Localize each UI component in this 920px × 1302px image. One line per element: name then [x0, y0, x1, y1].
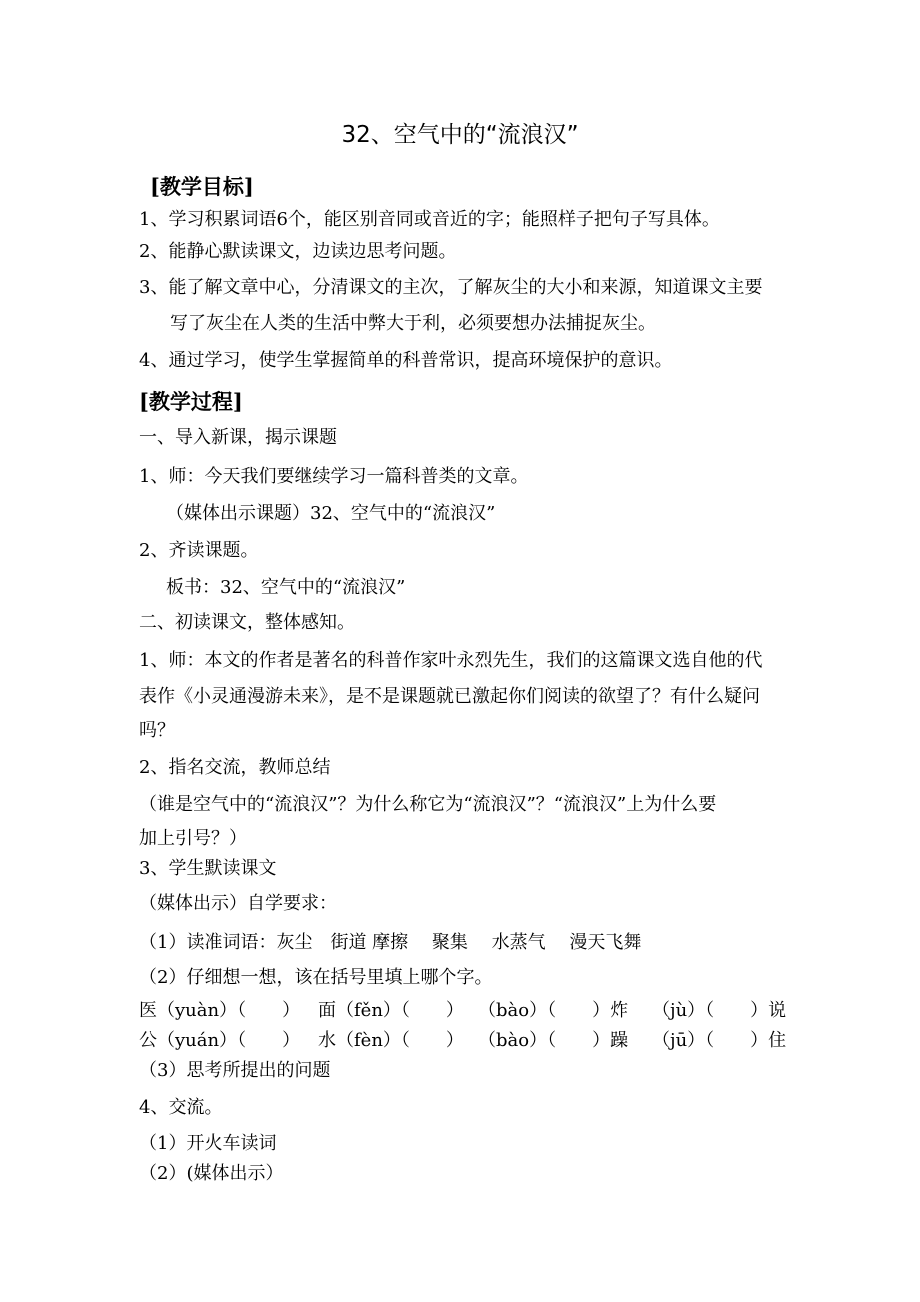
page-title: 32、空气中的“流浪汉” [341, 122, 579, 148]
process-line: 2、指名交流，教师总结 [139, 757, 331, 778]
process-line: 表作《小灵通漫游未来》，是不是课题就已激起你们阅读的欲望了？有什么疑问 [139, 686, 760, 707]
process-line: 1、师：今天我们要继续学习一篇科普类的文章。 [139, 466, 529, 487]
process-line: 2、齐读课题。 [139, 540, 259, 561]
objective-item-continued: 写了灰尘在人类的生活中弊大于利，必须要想办法捕捉灰尘。 [170, 313, 656, 334]
objectives-heading: [教学目标] [150, 174, 254, 199]
process-line: （谁是空气中的“流浪汉”？为什么称它为“流浪汉”？“流浪汉”上为什么要 [139, 794, 717, 815]
process-line: 加上引号？） [139, 828, 247, 849]
exercise-cell: （jū）（ ）住 [652, 1030, 787, 1051]
objective-item: 4、通过学习，使学生掌握简单的科普常识，提高环境保护的意识。 [139, 350, 673, 371]
vocab-list: （1）读准词语：灰尘 街道 摩擦 聚集 水蒸气 漫天飞舞 [139, 932, 642, 953]
objective-item: 3、能了解文章中心，分清课文的主次，了解灰尘的大小和来源，知道课文主要 [139, 277, 763, 298]
process-line: （1）开火车读词 [139, 1133, 277, 1154]
process-line: （媒体出示）自学要求： [139, 893, 337, 914]
process-line: 3、学生默读课文 [139, 858, 277, 879]
exercise-cell: 医（yuàn）（ ） [139, 1000, 301, 1021]
exercise-cell: （bào）（ ）躁 [478, 1030, 629, 1051]
section-heading: 一、导入新课，揭示课题 [139, 427, 337, 448]
process-line: 1、师：本文的作者是著名的科普作家叶永烈先生，我们的这篇课文选自他的代 [139, 650, 763, 671]
process-line: （3）思考所提出的问题 [139, 1060, 331, 1081]
process-heading: [教学过程] [139, 389, 243, 414]
process-line: （媒体出示课题）32、空气中的“流浪汉” [166, 503, 496, 524]
process-line: 吗？ [139, 720, 175, 741]
objective-item: 2、能静心默读课文，边读边思考问题。 [139, 241, 457, 262]
process-line: 4、交流。 [139, 1097, 223, 1118]
exercise-cell: （bào）（ ）炸 [478, 1000, 629, 1021]
section-heading: 二、初读课文，整体感知。 [139, 612, 355, 633]
board-writing: 板书：32、空气中的“流浪汉” [166, 577, 406, 598]
objective-item: 1、学习积累词语6个，能区别音同或音近的字；能照样子把句子写具体。 [139, 209, 720, 230]
exercise-cell: 面（fěn）（ ） [318, 1000, 464, 1021]
process-line: （2）仔细想一想，该在括号里填上哪个字。 [139, 967, 493, 988]
process-line: （2）(媒体出示） [139, 1163, 284, 1184]
exercise-cell: （jù）（ ）说 [652, 1000, 787, 1021]
exercise-cell: 水（fèn）（ ） [318, 1030, 464, 1051]
exercise-cell: 公（yuán）（ ） [139, 1030, 301, 1051]
